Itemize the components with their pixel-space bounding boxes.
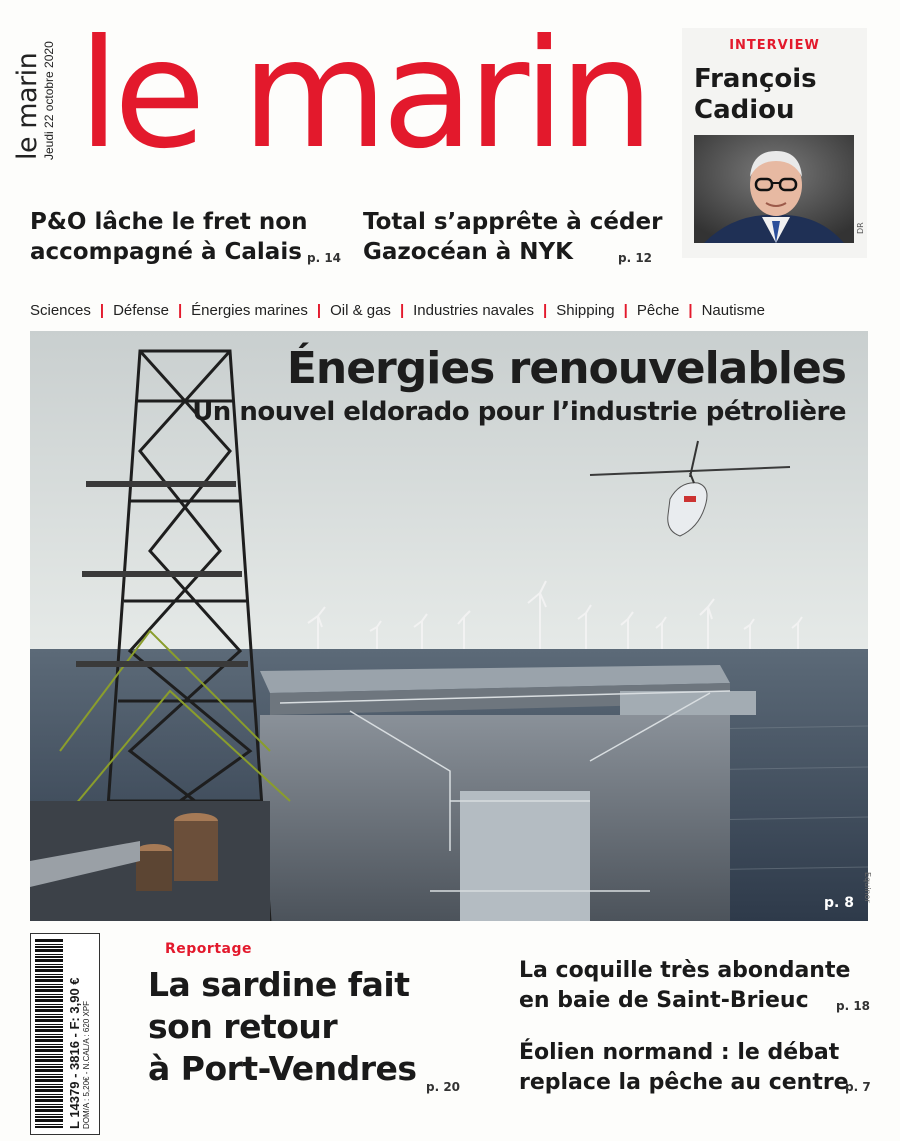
interview-name-first: François [694, 64, 817, 94]
headline-line: replace la pêche au centre [519, 1070, 849, 1095]
page-ref: p. 7 [845, 1080, 871, 1094]
nav-separator: | [688, 302, 693, 319]
nav-separator: | [623, 302, 628, 319]
section-nav [30, 302, 870, 319]
nav-separator: | [543, 302, 548, 319]
cover-title: Énergies renouvelables [286, 343, 846, 394]
headline-line: La coquille très abondante [519, 958, 851, 983]
nav-separator: | [99, 302, 105, 319]
page-ref: p. 18 [836, 999, 871, 1013]
headline-po[interactable] [30, 207, 307, 267]
barcode-code: L 14379 - 3816 - F: 3,90 € [67, 977, 82, 1129]
issue-date: Jeudi 22 octobre 2020 [42, 41, 56, 160]
barcode-box [30, 933, 100, 1135]
headline-line: P&O lâche le fret non [30, 209, 308, 235]
cover-subtitle: Un nouvel eldorado pour l’industrie pétrolière [192, 397, 846, 427]
headline-line: Éolien normand : le débat [519, 1040, 840, 1065]
headline-coquille[interactable] [519, 956, 850, 1016]
nav-separator: | [316, 302, 322, 319]
barcode-prices: DOM/A : 5,20€ - N.CAL/A : 620 XPF [82, 1000, 91, 1129]
headline-line: à Port-Vendres [148, 1049, 417, 1088]
nav-item-sciences[interactable]: Sciences [30, 302, 91, 319]
nav-item-energies-marines[interactable]: Énergies marines [191, 302, 308, 319]
headline-line: en baie de Saint-Brieuc [519, 988, 809, 1013]
interview-box[interactable] [682, 28, 867, 258]
spine-masthead [14, 30, 74, 160]
nav-item-industries-navales[interactable]: Industries navales [413, 302, 535, 319]
headline-line: Total s’apprête à céder [363, 209, 663, 235]
interview-portrait [694, 135, 854, 243]
portrait-credit: DR [856, 222, 865, 234]
page-ref: p. 20 [426, 1080, 461, 1094]
cover-photo[interactable] [30, 331, 868, 921]
nav-item-defense[interactable]: Défense [113, 302, 169, 319]
headline-line: son retour [148, 1007, 338, 1046]
interview-name [694, 64, 817, 126]
nav-item-oil-gas[interactable]: Oil & gas [330, 302, 391, 319]
headline-line: accompagné à Calais [30, 239, 302, 265]
spine-logo: le marin [12, 52, 43, 160]
barcode-text [67, 939, 92, 1129]
reportage-label: Reportage [165, 941, 252, 957]
page-ref: p. 12 [618, 251, 653, 265]
interview-name-last: Cadiou [694, 95, 795, 125]
barcode-lines [35, 938, 63, 1128]
headline-line: Gazocéan à NYK [363, 239, 573, 265]
headline-line: La sardine fait [148, 965, 410, 1004]
cover-page-ref: p. 8 [824, 895, 854, 911]
interview-label: INTERVIEW [729, 38, 820, 53]
nav-separator: | [399, 302, 405, 319]
photo-credit: Equinor [863, 872, 872, 903]
headline-sardine[interactable] [148, 964, 448, 1090]
nav-item-peche[interactable]: Pêche [636, 302, 680, 319]
headline-eolien[interactable] [519, 1038, 849, 1098]
nav-separator: | [177, 302, 183, 319]
portrait-illustration [694, 135, 854, 243]
nav-item-shipping[interactable]: Shipping [556, 302, 615, 319]
nav-item-nautisme[interactable]: Nautisme [701, 302, 765, 319]
masthead-logo[interactable]: le marin [78, 8, 649, 182]
page-ref: p. 14 [307, 251, 342, 265]
